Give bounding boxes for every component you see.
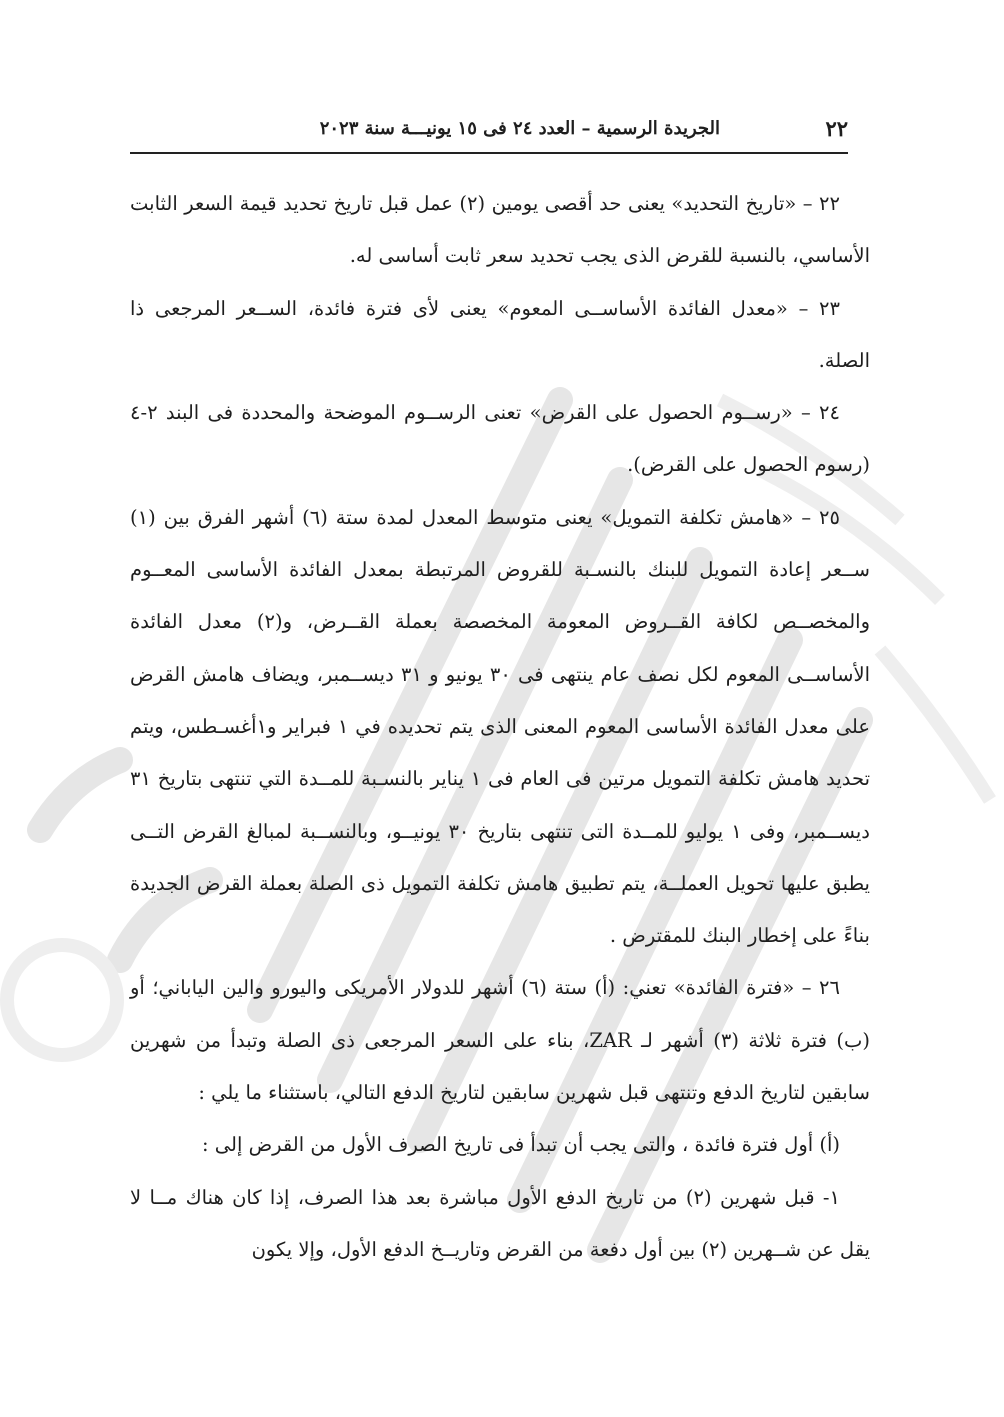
document-body [130,178,870,1276]
gazette-title: الجريدة الرسمية – العدد ٢٤ فى ١٥ يونيـــة سنة ٢٠٢٣ [319,118,720,139]
page-number: ٢٢ [825,116,848,141]
clause-23: ٢٣ – «معدل الفائدة الأساســى المعوم» يعنى لأى فترة فائدة، الســعر المرجعى ذا الصلة. [130,296,870,372]
clause-25: ٢٥ – «هامش تكلفة التمويل» يعنى متوسط المعدل لمدة ستة (٦) أشهر الفرق بين (١) ســعر إعادة التمويل للبنك بالنسـبة للقروض المرتبطة بمعدل الفائدة الأساسى المعــوم والمخصــص لكافة القــروض المعومة المخصصة بعملة القــرض، و(٢) معدل الفائدة الأساســى المعوم لكل نصف عام ينتهى فى ٣٠ يونيو و ٣١ ديســمبر، ويضاف هامش القرض على معدل الفائدة الأساسى المعوم المعنى الذى يتم تحديده في ١ فبراير و١أغسـطس، ويتم تحديد هامش تكلفة التمويل مرتين فى العام فى ١ يناير بالنسـبة للمــدة التي تنتهى بتاريخ ٣١ ديســمبر، وفى ١ يوليو للمــدة التى تنتهى بتاريخ ٣٠ يونيــو، وبالنســبة لمبالغ القرض التــى يطبق عليها تحويل العملــة، يتم تطبيق هامش تكلفة التمويل ذى الصلة بعملة القرض الجديدة بناءً على إخطار البنك للمقترض . [130,505,870,948]
header-divider [130,152,848,154]
clause-26-a-1: ١- قبل شهرين (٢) من تاريخ الدفع الأول مباشرة بعد هذا الصرف، إذا كان هناك مــا لا يقل عن شــهرين (٢) بين أول دفعة من القرض وتاريــخ الدفع الأول، وإلا يكون [130,1185,870,1261]
clause-24: ٢٤ – «رســوم الحصول على القرض» تعنى الرســوم الموضحة والمحددة فى البند ٢-٤ (رسوم الحصول على القرض). [130,401,870,477]
clause-26: ٢٦ – «فترة الفائدة» تعني: (أ) ستة (٦) أشهر للدولار الأمريكى واليورو والين الياباني؛ أو (ب) فترة ثلاثة (٣) أشهر لـ ZAR، بناء على السعر المرجعى ذى الصلة وتبدأ من شهرين سابقين لتاريخ الدفع وتنتهى قبل شهرين سابقين لتاريخ الدفع التالي، باستثناء ما يلي : [130,976,870,1105]
clause-26-a: (أ) أول فترة فائدة ، والتى يجب أن تبدأ فى تاريخ الصرف الأول من القرض إلى : [202,1133,840,1157]
page-header [130,112,848,152]
clause-22: ٢٢ – «تاريخ التحديد» يعنى حد أقصى يومين (٢) عمل قبل تاريخ تحديد قيمة السعر الثابت الأساسي، بالنسبة للقرض الذى يجب تحديد سعر ثابت أساسى له. [130,192,870,268]
